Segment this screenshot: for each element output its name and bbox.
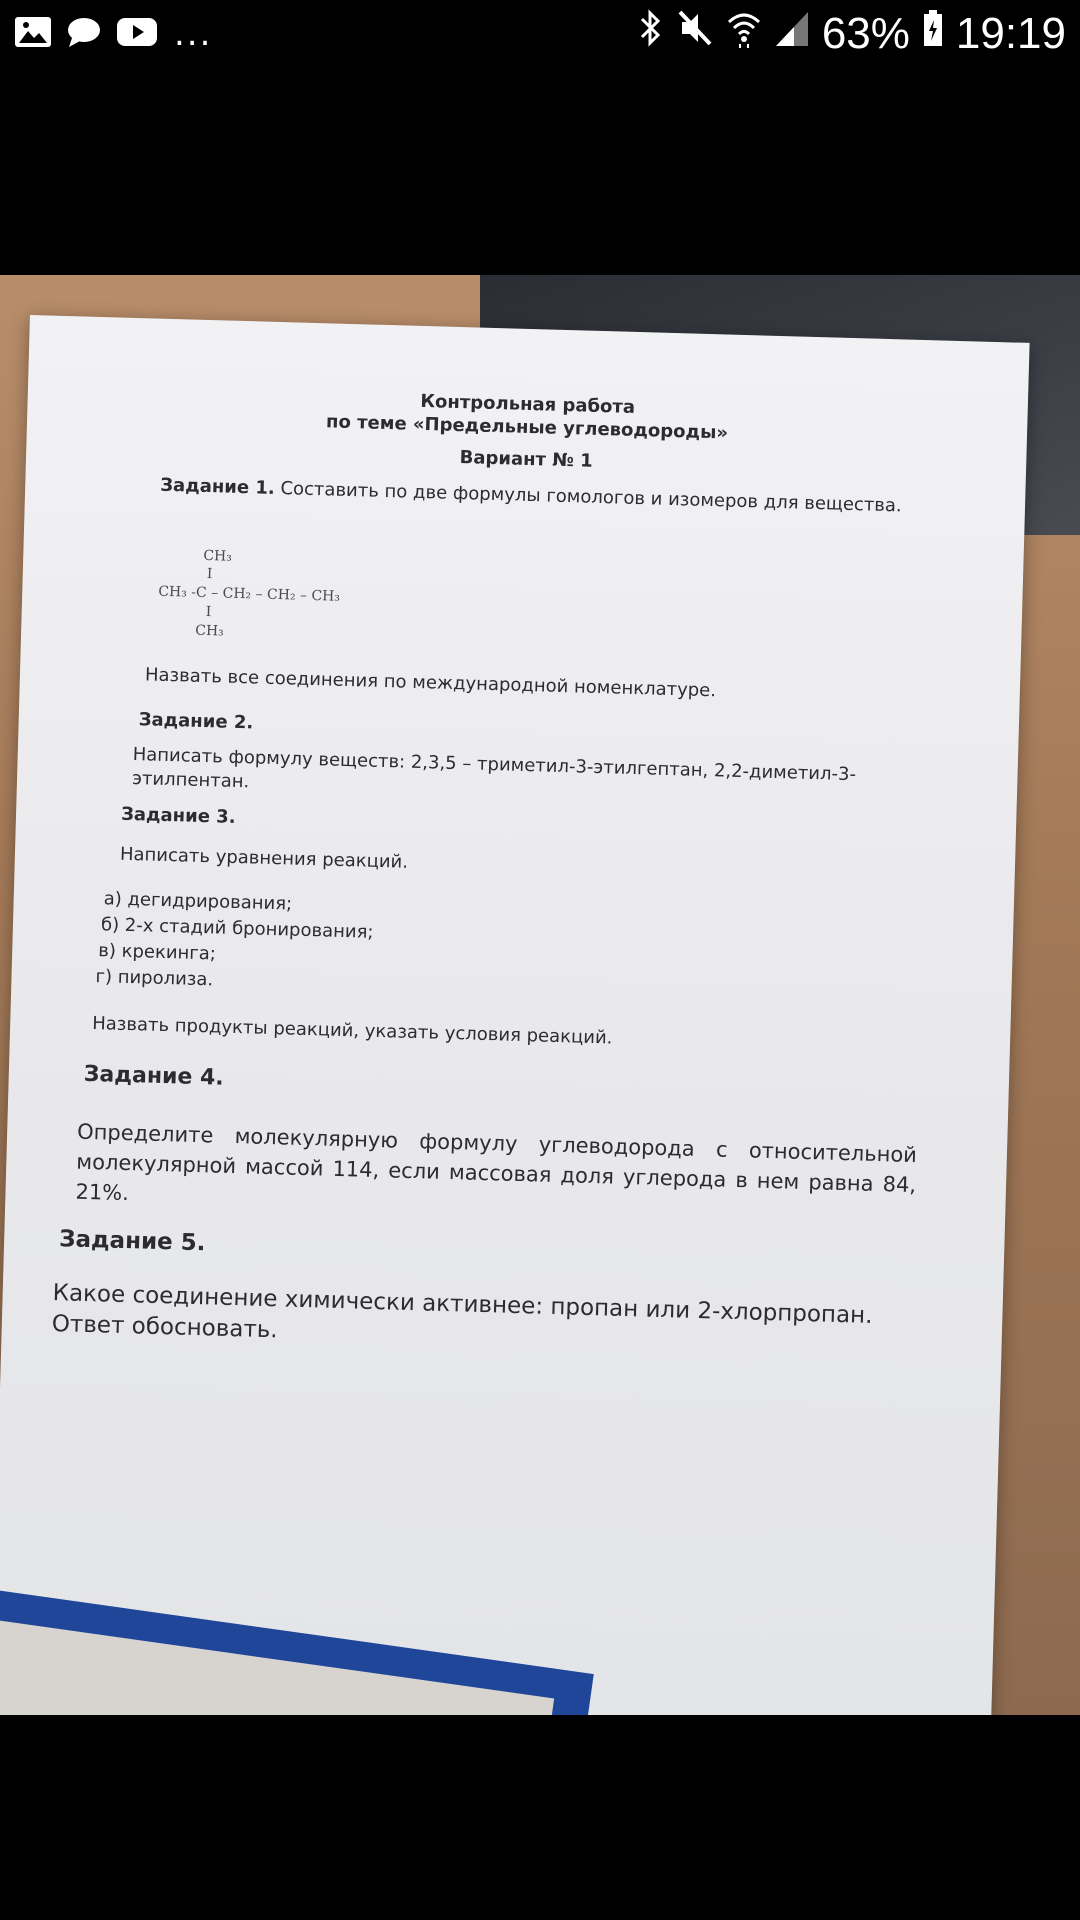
overflow-indicator: ...: [174, 14, 213, 54]
task3-item-c: в) крекинга;: [97, 940, 217, 965]
chat-icon: [66, 16, 102, 52]
task4-label: Задание 4.: [83, 1061, 225, 1091]
wifi-icon: [726, 8, 762, 59]
task5-label: Задание 5.: [58, 1226, 206, 1257]
task4-text: Определите молекулярную формулу углеводорода с относительной молекулярной массой 114, если массовая доля углерода в нем равна 84, 21%.: [75, 1119, 918, 1206]
youtube-icon: [116, 17, 158, 51]
task1-text: Составить по две формулы гомологов и изомеров для вещества.: [280, 478, 902, 517]
doc-title-line2: по теме «Предельные углеводороды»: [325, 411, 729, 444]
task3-note: Назвать продукты реакций, указать условия реакций.: [91, 1013, 613, 1049]
task5-text: Какое соединение химически активнее: пропан или 2-хлорпропан. Ответ обосновать.: [51, 1280, 873, 1344]
task3-item-d: г) пиролиза.: [95, 966, 214, 991]
notification-icons: [14, 14, 212, 54]
signal-icon: [774, 8, 810, 59]
clock: 19:19: [955, 8, 1066, 58]
task1-note: Назвать все соединения по международной номенклатуре.: [144, 664, 717, 702]
system-icons: [638, 8, 1066, 59]
task3-item-a: а) дегидрирования;: [103, 888, 293, 915]
task3-label: Задание 3.: [120, 803, 236, 828]
gallery-icon: [14, 16, 52, 52]
formula-main: CH₃ -C – CH₂ – CH₂ – CH₃: [158, 583, 341, 605]
battery-charging-icon: [922, 8, 944, 59]
task3-text: Написать уравнения реакций.: [119, 843, 409, 873]
doc-variant: Вариант № 1: [459, 447, 593, 472]
task2-label: Задание 2.: [138, 709, 254, 734]
battery-percent: 63%: [821, 8, 910, 58]
task1-label: Задание 1.: [160, 474, 276, 499]
formula-bar-bottom: I: [205, 604, 212, 621]
status-bar: [0, 0, 1080, 80]
formula-top: CH₃: [203, 547, 233, 565]
task1: [160, 474, 950, 520]
photo-viewer[interactable]: [0, 275, 1080, 1715]
task2-text: Написать формулу веществ: 2,3,5 – триметил-3-этилгептан, 2,2-диметил-3-этилпентан.: [131, 744, 857, 793]
paper-sheet: [0, 315, 1030, 1715]
formula-bottom: CH₃: [195, 622, 225, 640]
bluetooth-icon: [638, 8, 664, 59]
mute-icon: [676, 8, 714, 59]
formula-bar-top: I: [206, 566, 213, 583]
doc-title-line1: Контрольная работа: [420, 390, 636, 418]
task3-item-b: б) 2-х стадий бронирования;: [100, 914, 374, 943]
